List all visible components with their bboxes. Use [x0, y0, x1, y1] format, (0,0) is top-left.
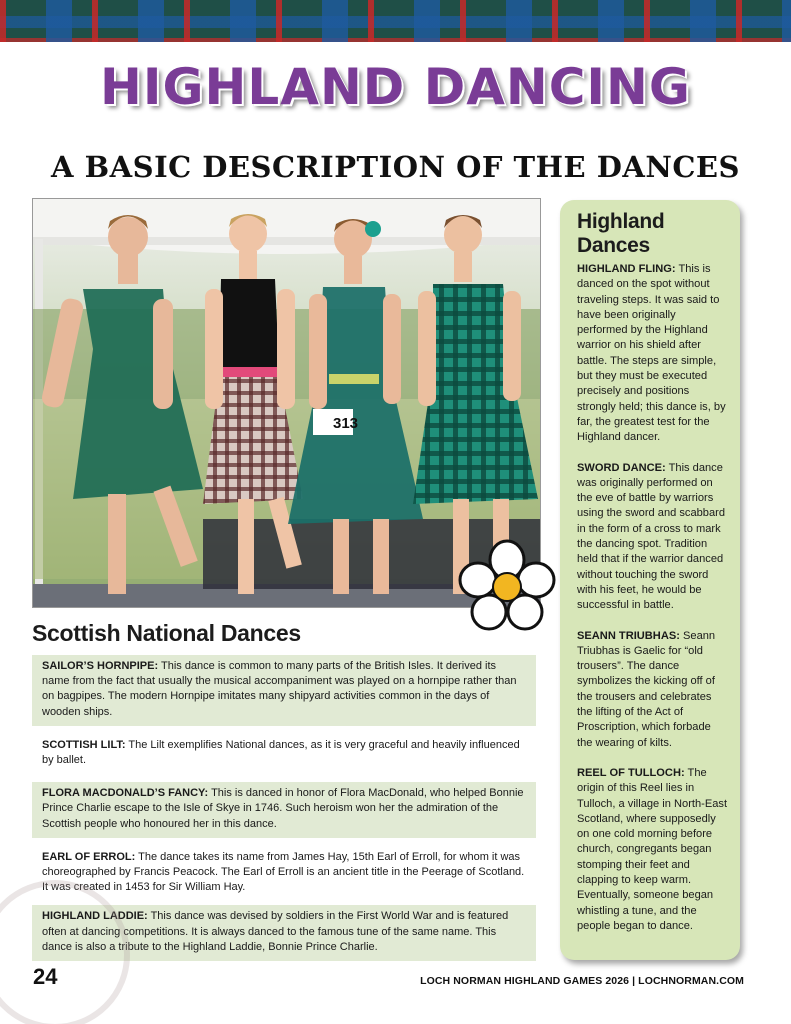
dance-description: This is danced on the spot without traveling steps. It was said to have been originally performed by the Highland warrior on his shield after battle. The steps are simple, but they must be executed precisely and positions strongly held; this dance is, by far, the greatest test for the Highland dancer. — [577, 263, 726, 444]
page-subtitle: A BASIC DESCRIPTION OF THE DANCES — [51, 150, 740, 184]
dance-description: This dance is common to many parts of the British Isles. It derived its name from the fact that usually the musical accompaniment was played on a hornpipe rather than on bagpipes. The modern Hornpipe imitates many shipyard activities common in the days of wooden ships. — [42, 660, 517, 718]
dance-entry-earl-of-errol — [32, 846, 536, 902]
dance-entry-sword-dance — [577, 461, 728, 614]
page-title: HIGHLAND DANCING — [100, 58, 691, 116]
dance-description: This dance was devised by soldiers in the First World War and is featured often at dancing competitions. It is always danced to the famous tune of the same name. This dance is also a tribute to the Highland Laddie, Bonnie Prince Charlie. — [42, 910, 509, 953]
dance-name: EARL OF ERROL: — [42, 850, 136, 863]
dance-description: Seann Triubhas is Gaelic for “old trousers”. The dance symbolizes the kicking off of the trousers and celebrates the lifting of the Act of Proscription, which forbade the wearing of kilts. — [577, 629, 716, 749]
dance-name: FLORA MACDONALD’S FANCY: — [42, 787, 209, 800]
dance-name: SAILOR’S HORNPIPE: — [42, 660, 159, 672]
dance-entry-reel-of-tulloch — [577, 766, 728, 934]
dance-description: The origin of this Reel lies in Tulloch, a village in North-East Scotland, where supposedly on one cold morning before church, congregants began stomping their feet and clapping to keep warm. Eventually, someone began whistling a tune, and the people began to dance. — [577, 766, 728, 932]
footer-text: LOCH NORMAN HIGHLAND GAMES 2026 | LOCHNORMAN.COM — [420, 975, 744, 987]
dance-name: HIGHLAND FLING: — [577, 263, 676, 275]
section-title: Scottish National Dances — [32, 620, 301, 646]
dance-entry-seann-triubhas — [577, 629, 728, 751]
flower-decoration — [456, 538, 558, 634]
dance-description: The Lilt exemplifies National dances, as it is very graceful and heavily influenced by ballet. — [42, 738, 520, 767]
dance-entry-highland-fling — [577, 262, 728, 446]
dance-name: SWORD DANCE: — [577, 461, 666, 474]
page-number: 24 — [33, 964, 58, 989]
sidebar-title: Highland Dances — [577, 210, 665, 257]
dance-name: SEANN TRIUBHAS: — [577, 629, 680, 642]
dance-description: This is danced in honor of Flora MacDonald, who helped Bonnie Prince Charlie escape to the Isle of Skye in 1746. Such heroism won her the admiration of the Scottish people who honoured her in this dance. — [42, 787, 524, 830]
dance-name: SCOTTISH LILT: — [42, 738, 126, 751]
dance-description: This dance was originally performed on the eve of battle by warriors using the sword and scabbard in the form of a cross to mark the dancing spot. Tradition held that if the warrior danced without touching the sword with his feet, he would be successful in battle. — [577, 461, 726, 612]
dance-entry-flora-macdonalds-fancy — [32, 782, 536, 838]
dance-name: REEL OF TULLOCH: — [577, 766, 685, 779]
dance-entry-sailors-hornpipe — [32, 655, 536, 726]
highland-dances-sidebar — [560, 200, 740, 960]
dance-entry-scottish-lilt — [32, 734, 536, 774]
bib-number: 313 — [333, 415, 359, 432]
dance-name: HIGHLAND LADDIE: — [42, 910, 148, 923]
dance-description: The dance takes its name from James Hay, 15th Earl of Erroll, for whom it was choreographed by Francis Peacock. The Earl of Erroll is an ancient title in the Peerage of Scotland. It was created in 1453 for Sir William Hay. — [42, 850, 525, 894]
tartan-banner — [0, 0, 791, 42]
